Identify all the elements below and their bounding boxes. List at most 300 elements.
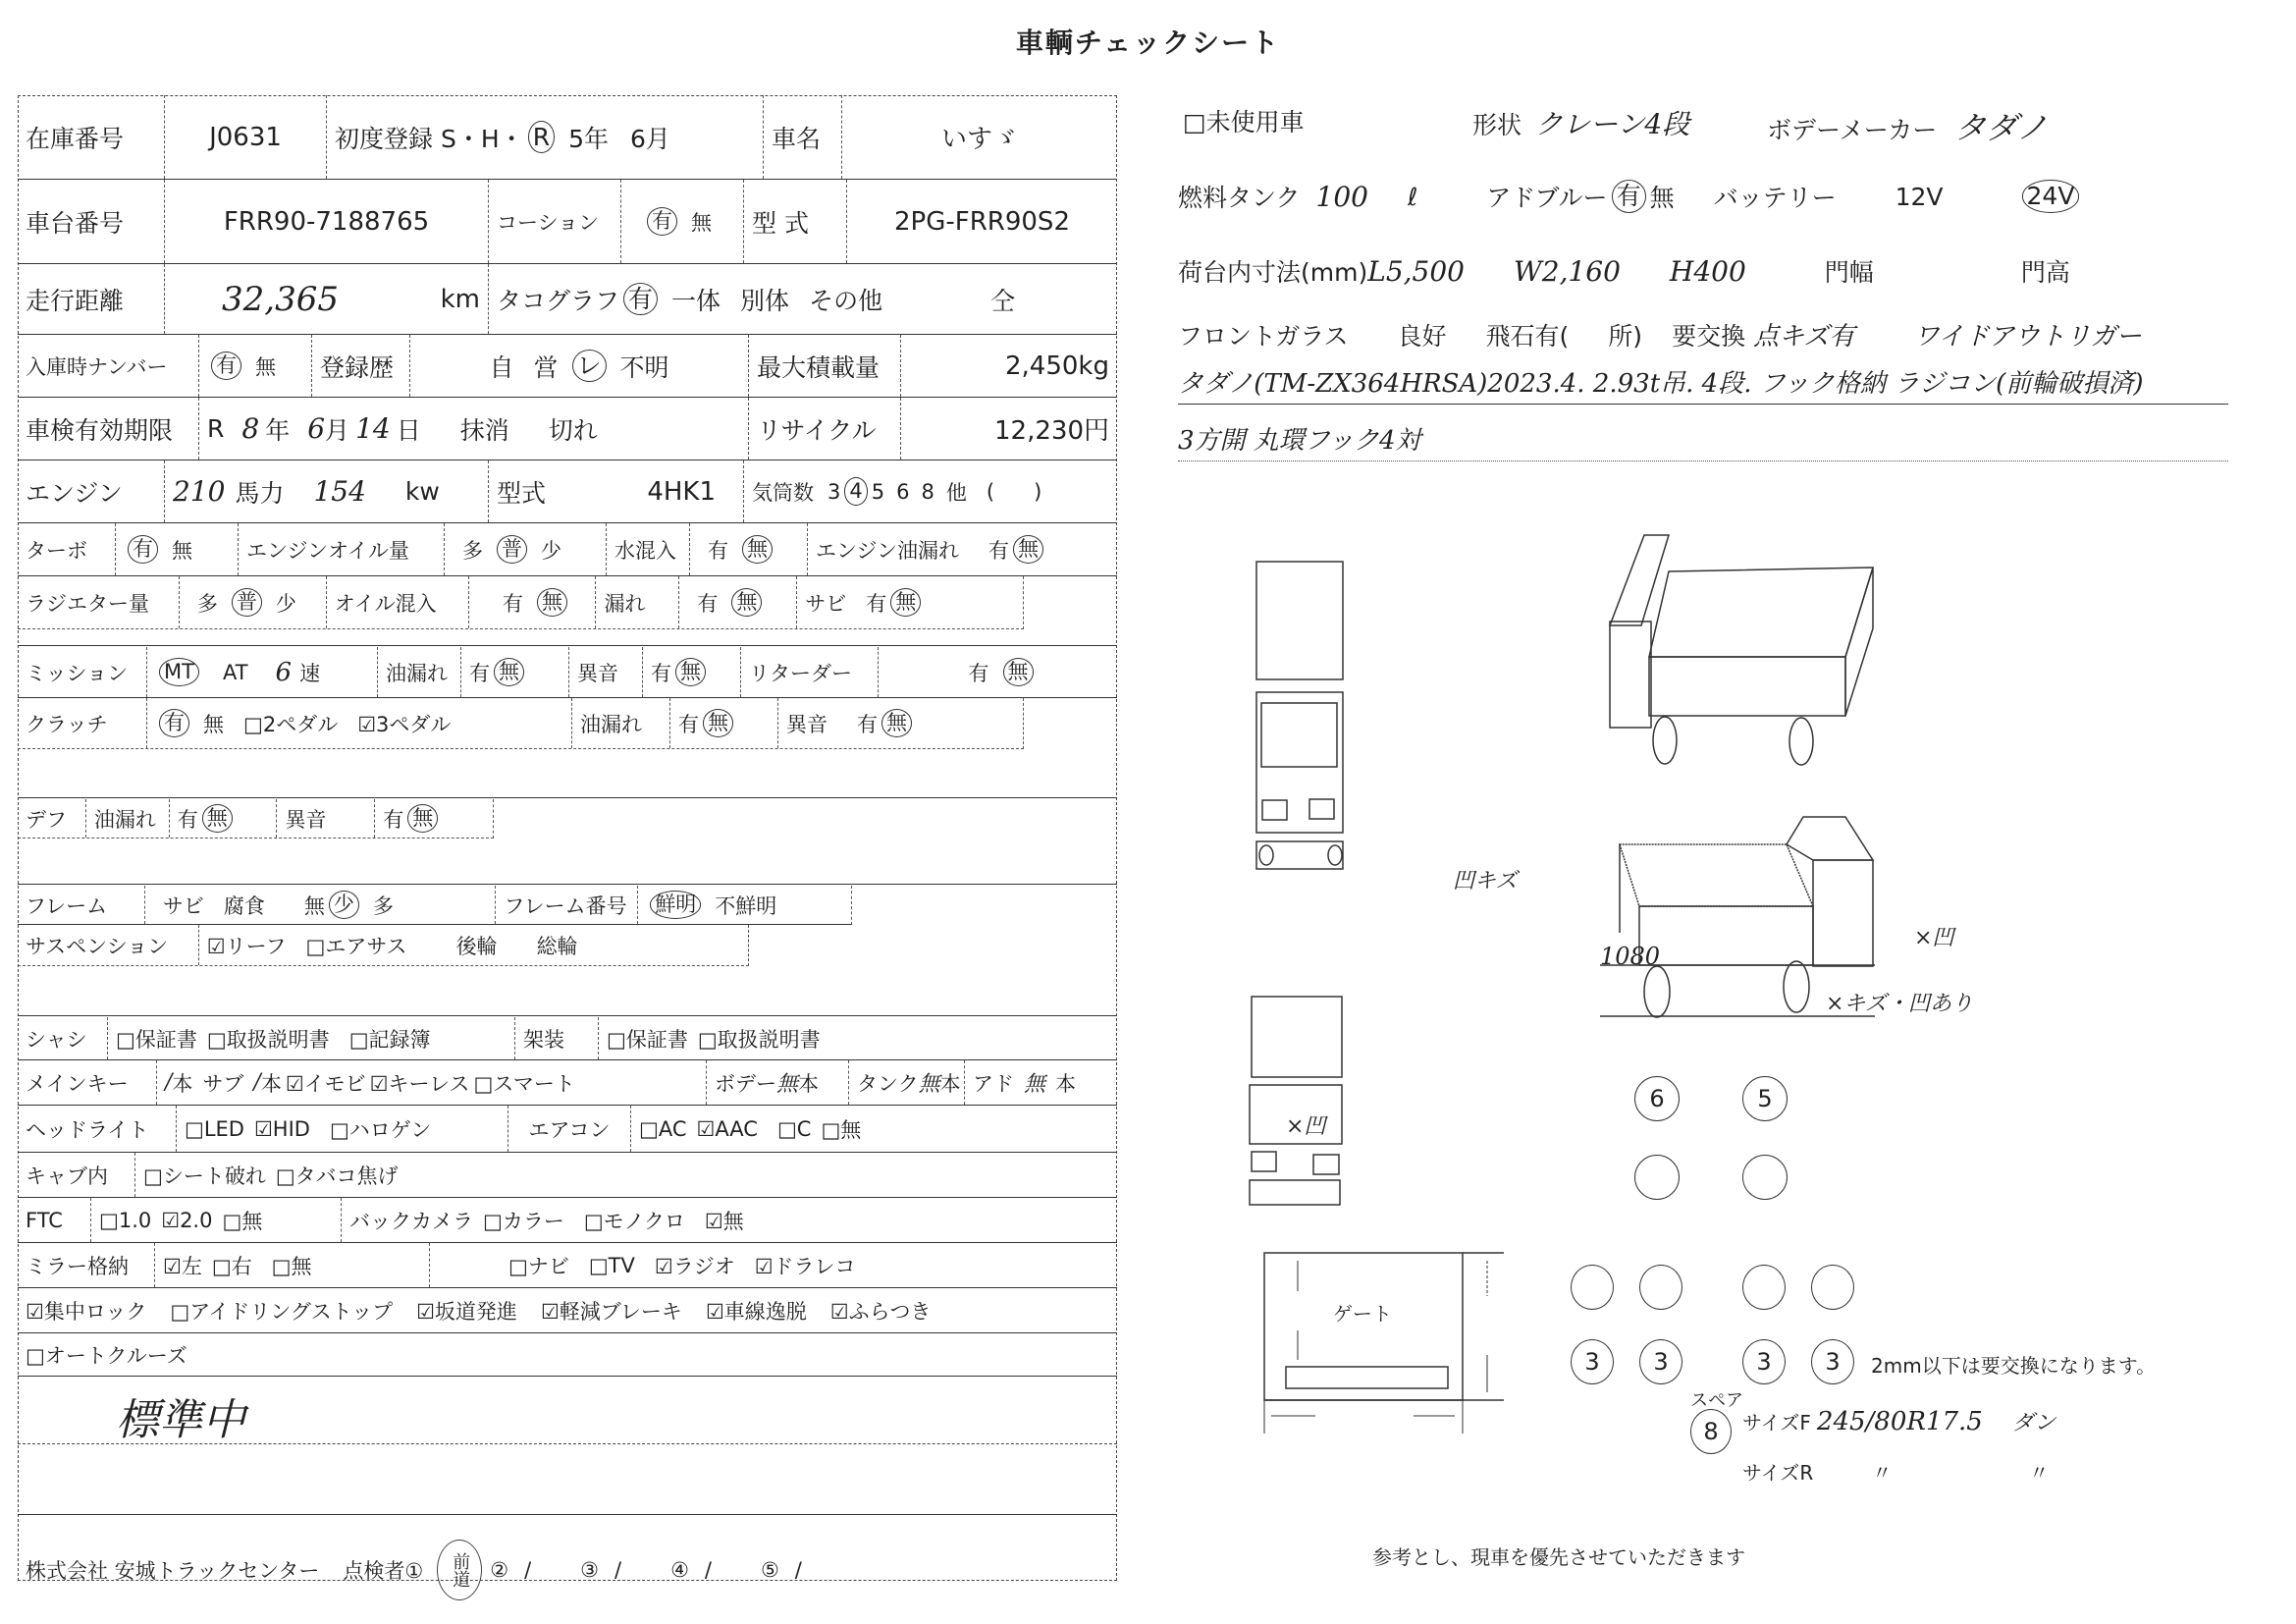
mirror-label: ミラー格納 xyxy=(18,1243,155,1287)
size-front xyxy=(1742,1406,2056,1436)
row-headlight xyxy=(18,1106,1117,1153)
tire-front-right: 5 xyxy=(1742,1076,1788,1121)
oil-mix-no: 無 xyxy=(537,588,567,616)
cyl-3: 3 xyxy=(828,479,841,504)
crane-note-2: 3方開 丸環フック4対 xyxy=(1178,420,2228,461)
dashcam-checkbox[interactable]: ☑ドラレコ xyxy=(754,1254,856,1278)
stock-no-label: 在庫番号 xyxy=(18,95,165,179)
slash: / xyxy=(704,1558,712,1582)
frame-rust-label: サビ xyxy=(162,893,204,918)
row-radiator xyxy=(18,576,1024,629)
diff-noise-no: 無 xyxy=(407,804,438,832)
body-manual-checkbox[interactable]: □取扱説明書 xyxy=(697,1027,821,1052)
headlight-led-checkbox[interactable]: □LED xyxy=(185,1116,244,1141)
row-plate xyxy=(18,335,1117,398)
battery-label: バッテリー xyxy=(1713,184,1837,212)
adblue-key-unit: 本 xyxy=(1055,1071,1077,1096)
rust-label: サビ xyxy=(805,591,847,616)
adblue-yes: 有 xyxy=(1612,180,1646,212)
row-docs xyxy=(18,1017,1117,1060)
gate-label: ゲート xyxy=(1333,1302,1392,1326)
shape-value: クレーン4段 xyxy=(1534,108,1690,140)
battery-12v: 12V xyxy=(1895,182,1944,211)
stock-no-value: J0631 xyxy=(165,95,327,179)
row-turbo xyxy=(18,523,1117,576)
reg-history-business: 営 xyxy=(533,352,559,382)
clutch-yes: 有 xyxy=(159,709,189,736)
size-rear xyxy=(1742,1457,2049,1486)
divider xyxy=(18,797,1117,798)
mirror-right-checkbox[interactable]: □右 xyxy=(211,1254,252,1278)
inspection-label: 車検有効期限 xyxy=(18,398,199,460)
ftc-1-checkbox[interactable]: □1.0 xyxy=(99,1208,152,1232)
windshield-count: 所) xyxy=(1608,321,1643,351)
cab-items xyxy=(135,1153,1117,1197)
tire-front-left: 6 xyxy=(1634,1076,1680,1121)
tv-checkbox[interactable]: □TV xyxy=(588,1253,635,1277)
inspection-day-unit: 日 xyxy=(396,415,421,445)
tire-note: 2mm以下は要交換になります。 xyxy=(1871,1354,2157,1378)
row-main-key xyxy=(18,1060,1117,1106)
oil-level-normal: 普 xyxy=(497,535,527,563)
diff-noise-yes: 有 xyxy=(383,807,404,832)
front-dent-note: 凹キズ xyxy=(1453,869,1518,893)
entry-plate-options xyxy=(199,335,312,397)
footer xyxy=(26,1540,1105,1600)
rust-no: 無 xyxy=(890,588,921,616)
diff-leak-label: 油漏れ xyxy=(86,799,170,838)
tank-key-value: 無 xyxy=(918,1072,940,1097)
cyl-5: 5 xyxy=(871,479,885,504)
fuel-label: 燃料タンク xyxy=(1178,184,1301,212)
main-key-unit: 本 xyxy=(172,1071,193,1096)
side-dent-note: ×凹 xyxy=(1914,926,1954,950)
radiator-high: 多 xyxy=(196,591,218,616)
back-camera xyxy=(342,1198,1117,1242)
oil-mix-yes: 有 xyxy=(503,591,523,616)
suspension-air-checkbox[interactable]: □エアサス xyxy=(305,934,407,958)
row-engine xyxy=(18,460,1117,523)
cyl-paren-close: ) xyxy=(1034,479,1042,504)
inspection-month-unit: 月 xyxy=(325,415,350,445)
diff-leak-no: 無 xyxy=(202,804,233,832)
frame-no-unclear: 不鮮明 xyxy=(715,893,777,918)
clutch-noise-no: 無 xyxy=(881,709,912,736)
engine-kw: 154 xyxy=(313,475,366,508)
cyl-other: 他 xyxy=(945,480,967,505)
engine-leak xyxy=(808,523,1117,575)
cylinders xyxy=(744,460,1117,522)
tire-3-1 xyxy=(1571,1265,1614,1310)
side-under-note: ×キズ・凹あり xyxy=(1826,992,1973,1016)
chassis-manual-checkbox[interactable]: □取扱説明書 xyxy=(206,1027,330,1052)
body-docs-label: 架装 xyxy=(515,1017,599,1059)
inspector-2: ② xyxy=(490,1558,509,1582)
inspection-year: 8 xyxy=(241,412,260,445)
recycle-label: リサイクル xyxy=(749,398,901,460)
spare-label: スペア xyxy=(1690,1390,1743,1411)
oil-level-label: エンジンオイル量 xyxy=(239,523,445,575)
chassis-warranty-checkbox[interactable]: □保証書 xyxy=(116,1027,197,1052)
auto-cruise-checkbox[interactable]: □オートクルーズ xyxy=(26,1343,187,1368)
smart-key-checkbox[interactable]: □スマート xyxy=(473,1071,575,1096)
frame-none: 無 xyxy=(303,893,325,918)
water-in-no: 無 xyxy=(742,535,773,563)
bed-label: 荷台内寸法(mm) xyxy=(1178,258,1368,287)
suspension-all: 総輪 xyxy=(536,934,578,958)
recycle-value: 12,230円 xyxy=(994,416,1109,446)
tachograph-opt-other: その他 xyxy=(809,286,883,315)
oil-mix-options xyxy=(469,576,597,628)
water-in-label: 水混入 xyxy=(607,523,690,575)
size-rear-label: サイズR xyxy=(1742,1461,1814,1485)
first-registration xyxy=(327,95,764,179)
fuel-unit: ℓ xyxy=(1407,182,1418,211)
ftc-label: FTC xyxy=(18,1198,91,1242)
row-cab xyxy=(18,1153,1117,1198)
body-maker-value: タダノ xyxy=(1954,109,2049,146)
slash: / xyxy=(524,1558,532,1582)
tire-rear-1: 3 xyxy=(1571,1339,1614,1384)
first-reg-label: 初度登録 xyxy=(335,124,434,153)
rust-yes: 有 xyxy=(866,591,887,616)
row-mileage xyxy=(18,264,1117,335)
page-title: 車輌チェックシート xyxy=(1015,27,1281,59)
windshield-row xyxy=(1178,316,2142,352)
model-label: 型 式 xyxy=(744,180,847,263)
entry-plate-no: 無 xyxy=(255,354,276,379)
radio-checkbox[interactable]: ☑ラジオ xyxy=(654,1254,735,1278)
cyl-8: 8 xyxy=(921,479,934,504)
main-key-label: メインキー xyxy=(18,1060,157,1105)
mission-noise-no: 無 xyxy=(675,658,706,685)
windshield-note: 点キズ有 xyxy=(1753,322,1855,352)
chassis-no-label: 車台番号 xyxy=(18,180,165,263)
cigarette-burn-checkbox[interactable]: □タバコ焦げ xyxy=(275,1164,399,1188)
size-front-value: 245/80R17.5 xyxy=(1816,1406,1983,1436)
row-suspension xyxy=(18,925,749,966)
car-name-value: いすゞ xyxy=(940,125,1018,154)
reg-history-rental: レ xyxy=(572,350,607,382)
tire-2-right xyxy=(1742,1155,1788,1200)
row-diff xyxy=(18,799,494,839)
windshield-chips: 飛石有( xyxy=(1485,321,1570,351)
engine-label: エンジン xyxy=(18,460,165,522)
body-maker xyxy=(1767,103,2048,148)
sub-key-label: サブ xyxy=(202,1071,244,1096)
diff-leak-options xyxy=(170,799,278,838)
cyl-paren-open: ( xyxy=(986,479,995,504)
engine-kw-unit: kw xyxy=(404,477,440,506)
tire-rear-4: 3 xyxy=(1811,1339,1854,1384)
radiator-label: ラジエター量 xyxy=(18,576,180,628)
idling-stop-checkbox[interactable]: □アイドリングストップ xyxy=(170,1299,394,1324)
row-inspection xyxy=(18,398,1117,460)
body-maker-label: ボデーメーカー xyxy=(1767,116,1938,144)
gate-height-label: 門高 xyxy=(2020,258,2070,287)
mileage-field xyxy=(165,264,489,334)
clutch-options xyxy=(147,698,572,748)
inspection-month: 6 xyxy=(307,412,326,445)
rear-view-diagram xyxy=(1247,992,1384,1218)
mission-label: ミッション xyxy=(18,647,147,697)
shape-label: 形状 xyxy=(1472,111,1522,139)
first-reg-era-selected: R xyxy=(528,121,555,153)
coating-label: コーション xyxy=(489,180,621,263)
ftc-2-checkbox[interactable]: ☑2.0 xyxy=(161,1208,213,1232)
radiator-low: 少 xyxy=(275,591,296,616)
size-rear-value: 〃 xyxy=(1872,1461,1893,1485)
body-docs-items xyxy=(599,1017,1117,1059)
water-in-options xyxy=(690,523,808,575)
divider xyxy=(18,1514,1117,1515)
leak-yes: 有 xyxy=(697,591,719,616)
unused-checkbox[interactable]: □未使用車 xyxy=(1183,108,1305,136)
bed-height: H400 xyxy=(1669,254,1746,288)
leak-no: 無 xyxy=(731,588,762,616)
tank-key-label: タンク xyxy=(857,1071,919,1096)
tire-3-2 xyxy=(1639,1265,1682,1310)
reg-history-label: 登録歴 xyxy=(312,335,410,397)
clutch-2pedal-checkbox[interactable]: □2ペダル xyxy=(243,712,339,736)
first-reg-year: 5年 xyxy=(568,124,609,153)
tire-3-3 xyxy=(1742,1265,1786,1310)
clutch-leak-options xyxy=(670,698,778,748)
windshield-good: 良好 xyxy=(1397,321,1447,351)
mirror-items xyxy=(155,1243,430,1287)
row-frame xyxy=(18,886,852,925)
navi-checkbox[interactable]: □ナビ xyxy=(508,1254,569,1278)
mission-at: AT xyxy=(222,660,248,684)
row-clutch xyxy=(18,698,1024,749)
chassis-no-value: FRR90-7188765 xyxy=(165,180,489,263)
adblue-key-label: アド xyxy=(973,1071,1014,1096)
tachograph-opt-integrated: 一体 xyxy=(671,286,721,315)
collision-brake-checkbox[interactable]: ☑軽減ブレーキ xyxy=(540,1299,682,1324)
hill-start-checkbox[interactable]: ☑坂道発進 xyxy=(416,1299,517,1324)
mirror-none-checkbox[interactable]: □無 xyxy=(271,1254,312,1278)
max-load-label: 最大積載量 xyxy=(749,335,901,397)
tire-rear-3: 3 xyxy=(1742,1339,1786,1384)
chassis-docs-label: シャシ xyxy=(18,1017,108,1059)
tire-3-4 xyxy=(1811,1265,1854,1310)
retarder-yes: 有 xyxy=(968,661,989,685)
mission-leak-options xyxy=(461,647,569,697)
suspension-rear: 後輪 xyxy=(455,934,498,958)
sub-key-count: / xyxy=(253,1070,261,1095)
suspension-label: サスペンション xyxy=(18,925,199,965)
clutch-leak-label: 油漏れ xyxy=(572,698,670,748)
slash: / xyxy=(614,1558,622,1582)
chassis-record-checkbox[interactable]: □記録簿 xyxy=(348,1027,431,1052)
tachograph-selected: 有 xyxy=(623,283,658,315)
radiator-normal: 普 xyxy=(232,588,262,616)
clutch-noise xyxy=(778,698,1009,748)
clutch-3pedal-checkbox[interactable]: ☑3ペダル xyxy=(357,712,452,736)
tachograph-extra: 仝 xyxy=(990,286,1016,315)
mileage-label: 走行距離 xyxy=(18,264,165,334)
cruise-items xyxy=(18,1333,1117,1376)
engine-power xyxy=(165,460,489,522)
clutch-no: 無 xyxy=(203,712,224,736)
lane-departure-checkbox[interactable]: ☑車線逸脱 xyxy=(705,1299,807,1324)
diff-leak-yes: 有 xyxy=(177,807,198,832)
tachograph-opt-separate: 別体 xyxy=(740,286,790,315)
engine-leak-yes: 有 xyxy=(988,538,1009,563)
row-stock xyxy=(18,95,1117,180)
suspension-leaf-checkbox[interactable]: ☑リーフ xyxy=(206,934,287,958)
ftc-none-checkbox[interactable]: □無 xyxy=(222,1209,263,1233)
retarder-options xyxy=(879,647,1117,697)
frame-much: 多 xyxy=(372,893,394,918)
reg-history-unknown: 不明 xyxy=(619,352,669,382)
frame-corrosion-label: 腐食 xyxy=(223,893,265,918)
body-key-value: 無 xyxy=(776,1072,799,1097)
engine-type-label: 型式 xyxy=(497,478,547,508)
ftc-items xyxy=(91,1198,342,1242)
leak-options xyxy=(679,576,797,628)
slash: / xyxy=(794,1558,802,1582)
windshield-replace: 要交換 xyxy=(1672,321,1746,351)
retarder-label: リターダー xyxy=(741,647,879,697)
cyl-6: 6 xyxy=(896,479,910,504)
sub-key-unit: 本 xyxy=(260,1071,282,1096)
aircon-aac-checkbox[interactable]: ☑AAC xyxy=(696,1116,758,1141)
drowsiness-checkbox[interactable]: ☑ふらつき xyxy=(829,1299,932,1324)
clutch-noise-yes: 有 xyxy=(857,712,878,736)
suspension-options xyxy=(199,925,748,965)
inspector-4: ④ xyxy=(670,1558,689,1582)
mirror-left-checkbox[interactable]: ☑左 xyxy=(163,1254,202,1278)
mileage-unit: km xyxy=(440,284,480,314)
clutch-leak-no: 無 xyxy=(703,709,733,736)
divider xyxy=(18,1015,1117,1016)
turbo-label: ターボ xyxy=(18,523,116,575)
inspector-label: 点検者① xyxy=(343,1559,424,1583)
crane-note: タダノ(TM-ZX364HRSA)2023.4. 2.93t吊. 4段. フック格納 ラジコン(前輪破損済) xyxy=(1178,363,2228,405)
outrigger-note: ワイドアウトリガー xyxy=(1913,322,2142,352)
frame-little: 少 xyxy=(329,891,359,918)
adblue-no: 無 xyxy=(1649,184,1675,212)
fuel-value: 100 xyxy=(1315,180,1368,213)
gate-width-label: 門幅 xyxy=(1824,258,1874,287)
size-rear-brand: 〃 xyxy=(2029,1461,2050,1485)
oil-level-high: 多 xyxy=(462,538,483,563)
disclaimer: 参考とし、現車を優先させていただきます xyxy=(1372,1545,1745,1569)
cylinders-label: 気筒数 xyxy=(752,480,814,505)
diff-label: デフ xyxy=(18,799,86,838)
aircon-ac-checkbox[interactable]: □AC xyxy=(639,1116,687,1141)
av-items xyxy=(430,1243,1117,1287)
windshield-label: フロントガラス xyxy=(1178,321,1349,351)
mission-noise-options xyxy=(643,647,741,697)
frame-no-options xyxy=(638,886,851,924)
camera-mono-checkbox[interactable]: □モノクロ xyxy=(583,1209,685,1233)
camera-color-checkbox[interactable]: □カラー xyxy=(483,1209,564,1233)
keyless-checkbox[interactable]: ☑キーレス xyxy=(369,1071,470,1096)
radiator-options xyxy=(180,576,327,628)
mission-speed: 6 xyxy=(275,657,293,687)
tire-2-left xyxy=(1634,1155,1680,1200)
central-lock-checkbox[interactable]: ☑集中ロック xyxy=(26,1299,147,1324)
leak-label: 漏れ xyxy=(596,576,679,628)
mission-leak-label: 油漏れ xyxy=(378,647,461,697)
mission-noise-label: 異音 xyxy=(569,647,643,697)
side-view-diagram-1 xyxy=(1600,530,2150,785)
shape xyxy=(1472,103,1689,142)
entry-plate-label: 入庫時ナンバー xyxy=(18,335,199,397)
mission-noise-yes: 有 xyxy=(651,661,671,685)
battery-24v: 24V xyxy=(2022,180,2080,212)
adblue-label: アドブルー xyxy=(1486,184,1608,212)
mission-speed-unit: 速 xyxy=(299,661,321,685)
turbo-no: 無 xyxy=(172,538,192,563)
car-name-label: 車名 xyxy=(764,95,842,179)
adblue-key-value: 無 xyxy=(1024,1072,1046,1097)
handwritten-note: 標準中 xyxy=(116,1395,245,1445)
headlight-hid-checkbox[interactable]: ☑HID xyxy=(253,1116,310,1141)
clutch-leak-yes: 有 xyxy=(678,712,699,736)
seat-torn-checkbox[interactable]: □シート破れ xyxy=(143,1164,266,1188)
company-name: 株式会社 安城トラックセンター xyxy=(26,1559,320,1583)
headlight-halogen-checkbox[interactable]: □ハロゲン xyxy=(329,1117,432,1142)
body-key-label: ボデー xyxy=(715,1071,776,1096)
immobilizer-checkbox[interactable]: ☑イモビ xyxy=(285,1071,366,1096)
size-front-brand: ダン xyxy=(2011,1411,2056,1435)
tank-key-unit: 本 xyxy=(939,1071,961,1096)
engine-type xyxy=(489,460,744,522)
safety-items xyxy=(18,1288,1117,1332)
tire-rear-2: 3 xyxy=(1639,1339,1682,1384)
body-warranty-checkbox[interactable]: □保証書 xyxy=(607,1027,688,1052)
aircon-none-checkbox[interactable]: □無 xyxy=(821,1117,862,1142)
engine-leak-label: エンジン油漏れ xyxy=(816,538,959,563)
mission-type xyxy=(147,647,378,697)
headlight-items xyxy=(177,1106,508,1152)
engine-hp: 210 xyxy=(173,475,226,508)
aircon-c-checkbox[interactable]: □C xyxy=(776,1116,812,1141)
oil-level-low: 少 xyxy=(541,538,561,563)
row-ftc xyxy=(18,1198,1117,1243)
frame-no-label: フレーム番号 xyxy=(496,886,638,924)
coating-no: 無 xyxy=(691,210,712,235)
tachograph-label: タコグラフ xyxy=(497,286,620,315)
camera-none-checkbox[interactable]: ☑無 xyxy=(704,1209,744,1233)
main-key-count: / xyxy=(165,1070,173,1095)
clutch-label: クラッチ xyxy=(18,698,147,748)
mileage-value: 32,365 xyxy=(222,279,339,319)
row-safety xyxy=(18,1288,1117,1333)
tank-key xyxy=(849,1060,965,1105)
height-note: 1080 xyxy=(1600,943,1661,970)
back-camera-label: バックカメラ xyxy=(349,1209,473,1233)
bed-dimensions xyxy=(1178,253,2070,289)
cab-label: キャブ内 xyxy=(18,1153,135,1197)
fuel-row xyxy=(1178,179,2083,214)
body-key xyxy=(707,1060,849,1105)
inspection-expired: 切れ xyxy=(548,415,598,445)
front-view-diagram xyxy=(1247,560,1482,913)
retarder-no: 無 xyxy=(1003,658,1034,685)
adblue-key xyxy=(965,1060,1117,1105)
water-in-yes: 有 xyxy=(708,538,728,563)
inspector-stamp: 前道 xyxy=(437,1540,482,1600)
chassis-docs-items xyxy=(108,1017,515,1059)
model-value: 2PG-FRR90S2 xyxy=(894,206,1070,237)
reg-history-options xyxy=(410,335,749,397)
engine-type-value: 4HK1 xyxy=(647,476,716,507)
mission-leak-yes: 有 xyxy=(469,661,490,685)
